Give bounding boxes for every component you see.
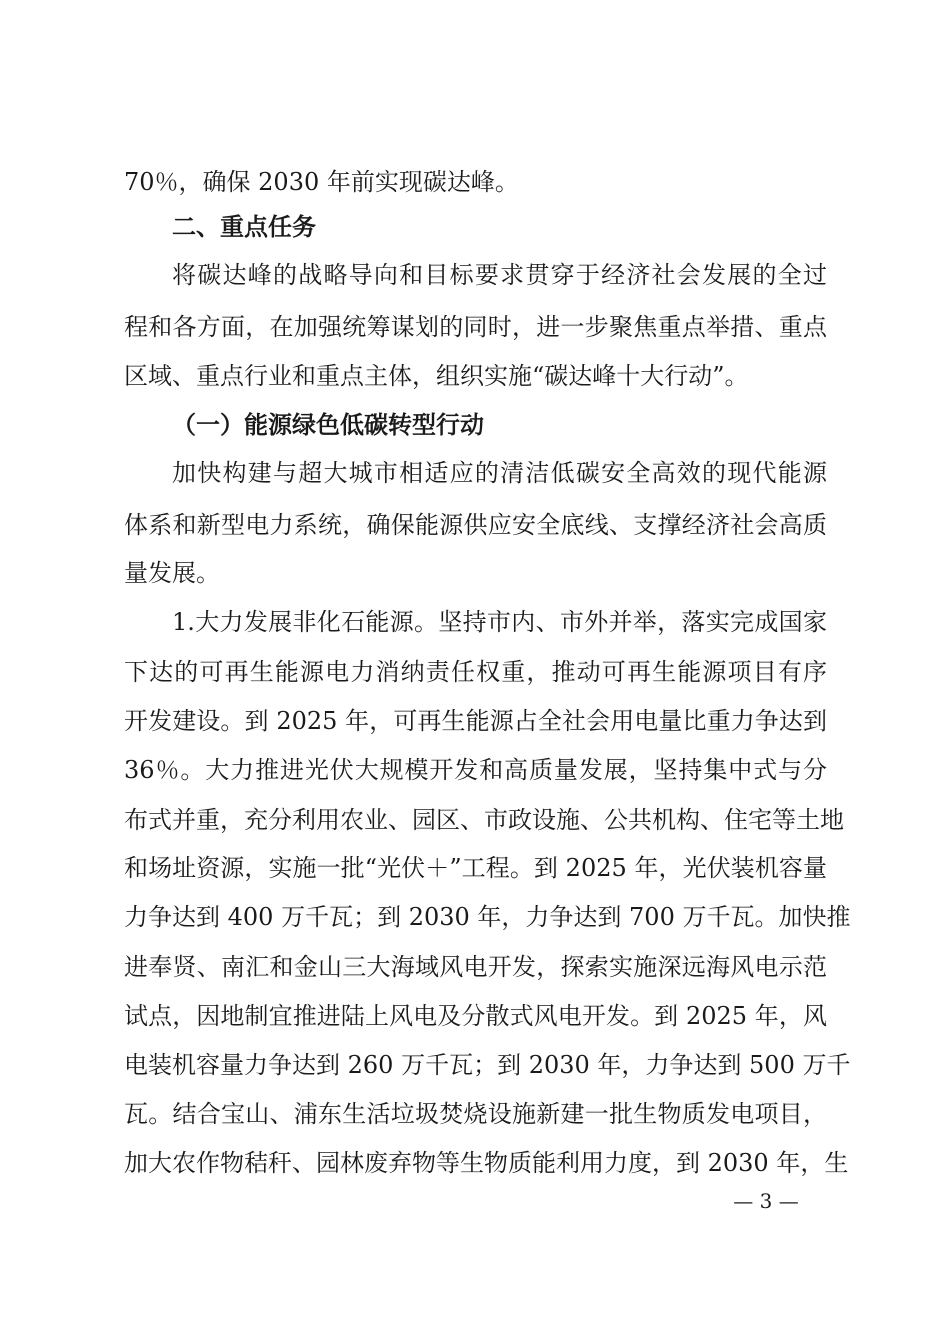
page-number: — 3 — xyxy=(733,1189,799,1213)
text-line: 下达的可再生能源电力消纳责任权重，推动可再生能源项目有序 xyxy=(124,658,827,686)
subsection-heading: （一）能源绿色低碳转型行动 xyxy=(172,411,484,439)
text-line: 进奉贤、南汇和金山三大海域风电开发，探索实施深远海风电示范 xyxy=(124,953,827,981)
text-line: 开发建设。到 2025 年，可再生能源占全社会用电量比重力争达到 xyxy=(124,707,827,735)
text-line: 36％。大力推进光伏大规模开发和高质量发展，坚持集中式与分 xyxy=(124,756,827,784)
text-line: 试点，因地制宜推进陆上风电及分散式风电开发。到 2025 年，风 xyxy=(124,1002,827,1030)
text-line: 力争达到 400 万千瓦；到 2030 年，力争达到 700 万千瓦。加快推 xyxy=(124,903,851,931)
text-line: 将碳达峰的战略导向和目标要求贯穿于经济社会发展的全过 xyxy=(172,261,827,289)
text-line: 程和各方面，在加强统筹谋划的同时，进一步聚焦重点举措、重点 xyxy=(124,313,827,341)
text-line: 加大农作物秸秆、园林废弃物等生物质能利用力度，到 2030 年，生 xyxy=(124,1149,849,1177)
text-line: 电装机容量力争达到 260 万千瓦；到 2030 年，力争达到 500 万千 xyxy=(124,1051,851,1079)
text-line: 量发展。 xyxy=(124,559,220,587)
text-line: 布式并重，充分利用农业、园区、市政设施、公共机构、住宅等土地 xyxy=(124,806,844,834)
text-line: 瓦。结合宝山、浦东生活垃圾焚烧设施新建一批生物质发电项目， xyxy=(124,1100,827,1128)
text-line: 加快构建与超大城市相适应的清洁低碳安全高效的现代能源 xyxy=(172,459,827,487)
section-heading: 二、重点任务 xyxy=(172,213,316,241)
text-line: 体系和新型电力系统，确保能源供应安全底线、支撑经济社会高质 xyxy=(124,511,827,539)
text-line: 70％，确保 2030 年前实现碳达峰。 xyxy=(124,168,519,196)
text-line: 1.大力发展非化石能源。坚持市内、市外并举，落实完成国家 xyxy=(172,608,827,636)
text-line: 区域、重点行业和重点主体，组织实施“碳达峰十大行动”。 xyxy=(124,362,749,390)
text-line: 和场址资源，实施一批“光伏＋”工程。到 2025 年，光伏装机容量 xyxy=(124,854,827,882)
